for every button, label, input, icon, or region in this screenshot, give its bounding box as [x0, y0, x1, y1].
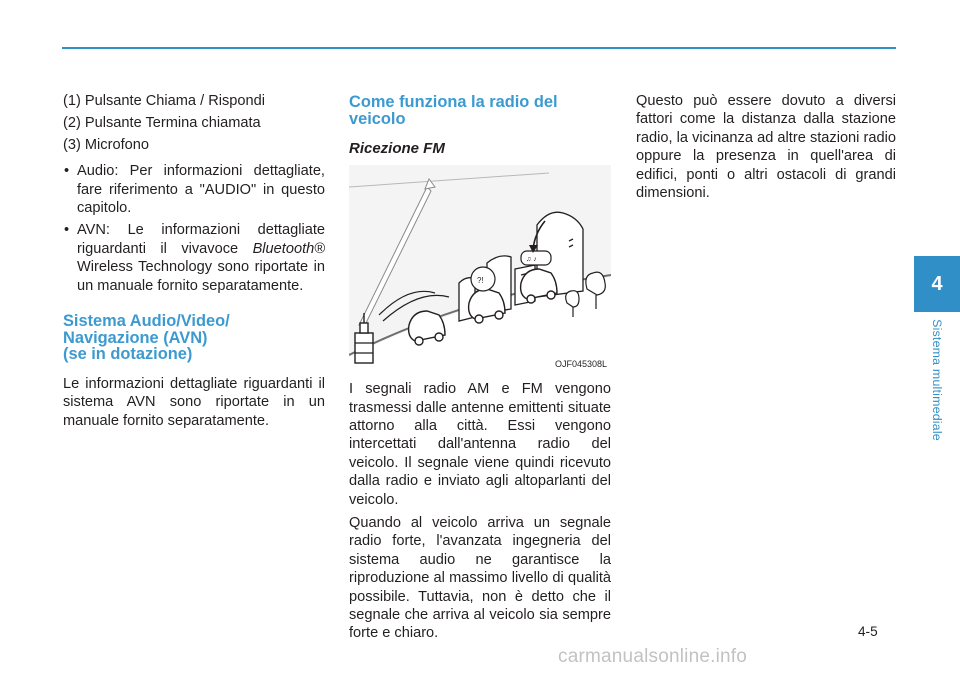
section-heading-line-2: Navigazione (AVN): [63, 328, 208, 347]
paragraph-interference-causes: Questo può essere dovuto a diversi fattori come la distanza dalla stazione radio, la vicinanza ad altre stazioni radio oppure la presenza in quell'area di edifici, ponti o altri ostacoli di grandi dimensioni.: [636, 93, 896, 202]
chapter-tab: 4: [914, 256, 960, 312]
list-item-microphone: (3) Microfono: [63, 136, 149, 153]
watermark: carmanualsonline.info: [558, 646, 748, 667]
page-number: 4-5: [858, 624, 878, 639]
subheading-fm-reception: Ricezione FM: [349, 140, 445, 158]
section-heading-line-3: (se in dotazione): [63, 345, 193, 364]
paragraph-radio-signals: I segnali radio AM e FM vengono trasmessi dalle antenne emittenti situate attorno alla città. Essi vengono intercettati dall'antenna radio del veicolo. Il segnale viene quindi ricevuto dalla radio e inviato agli altoparlanti del veicolo.: [349, 381, 611, 508]
chapter-title: Sistema multimediale: [930, 319, 944, 441]
bullet-avn: [63, 221, 325, 295]
bullet-avn-text-a: AVN: Le informazioni dettagliate riguardanti il vivavoce: [77, 222, 325, 257]
bullet-avn-text-b: Wireless Technology sono riportate in un manuale fornito separatamente.: [77, 259, 325, 294]
section-heading-line-1: Sistema Audio/Video/: [63, 312, 230, 331]
heading-radio-how: Come funziona la radio del veicolo: [349, 93, 558, 128]
svg-text:?!: ?!: [477, 276, 484, 286]
column-middle: [349, 94, 611, 648]
section-body-avn: Le informazioni dettagliate riguardanti il sistema AVN sono riportate in un manuale fornito separatamente.: [63, 375, 325, 429]
list-item-end-call: (2) Pulsante Termina chiamata: [63, 114, 261, 131]
figure-code: OJF045308L: [554, 359, 607, 370]
top-rule: [62, 47, 896, 49]
bluetooth-brand: Bluetooth®: [252, 240, 325, 257]
radio-tower-icon: [355, 313, 373, 363]
list-item-call-answer: (1) Pulsante Chiama / Rispondi: [63, 93, 265, 109]
section-heading-avn: [63, 313, 325, 363]
svg-text:♫ ♪: ♫ ♪: [526, 256, 537, 264]
fm-reception-illustration: [349, 165, 611, 371]
bullet-audio: • Audio: Per informazioni dettagliate, fare riferimento a "AUDIO" in questo capitolo.: [63, 162, 325, 217]
column-left: [63, 92, 325, 435]
column-right: [636, 92, 896, 207]
figure-fm-reception: [349, 165, 611, 371]
paragraph-strong-signal: Quando al veicolo arriva un segnale radio forte, l'avanzata ingegneria del sistema audio ne garantisce la riproduzione al massimo livello di qualità possibile. Tuttavia, non è detto che il segnale che arriva al veicolo sia sempre forte e chiaro.: [349, 515, 611, 642]
